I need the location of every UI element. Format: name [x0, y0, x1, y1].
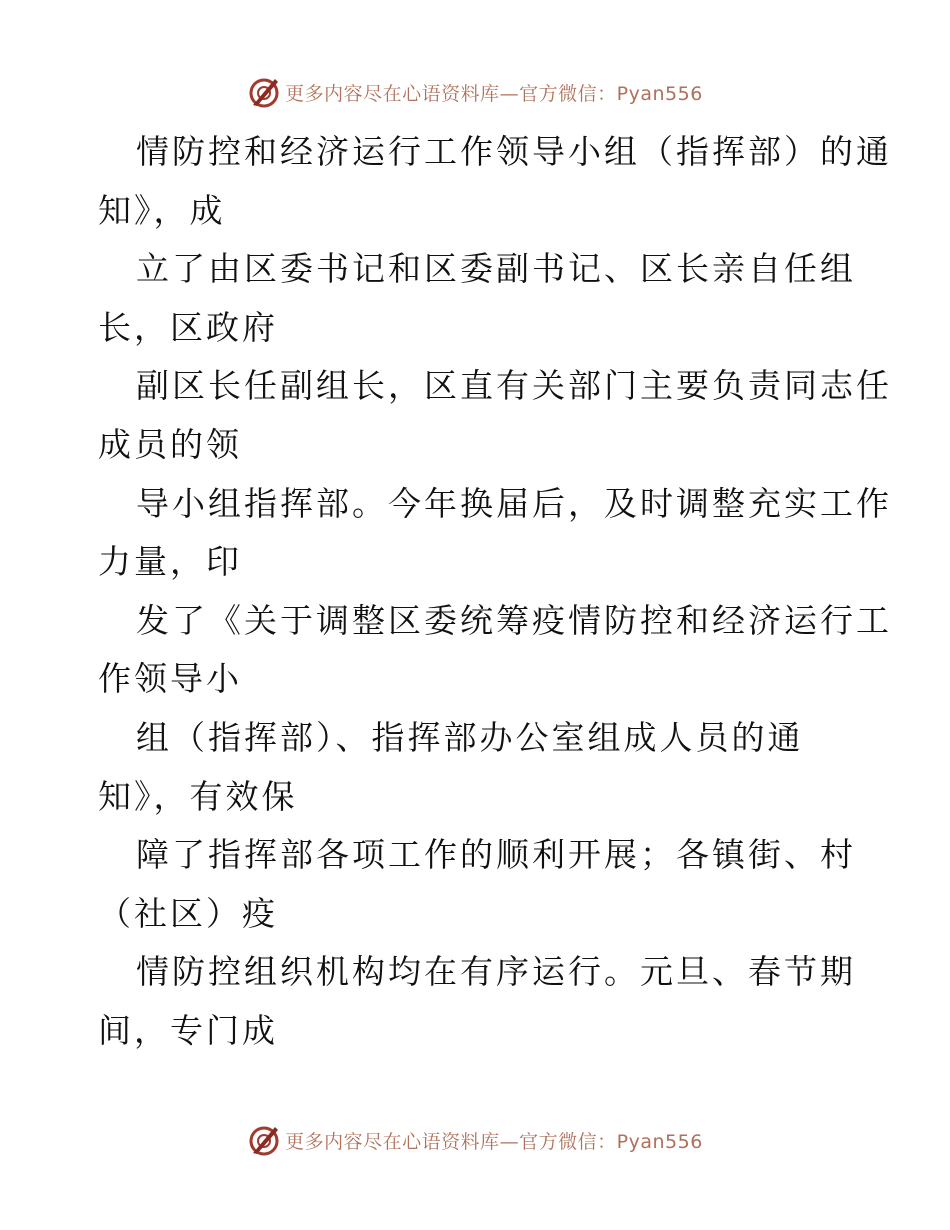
footer-watermark-text: [285, 1127, 703, 1154]
body-line: 作领导小: [98, 659, 242, 699]
header-watermark: [0, 72, 950, 112]
body-line: （社区）疫: [98, 893, 278, 933]
body-line: 障了指挥部各项工作的顺利开展；各镇街、村: [136, 835, 856, 875]
body-line: 情防控组织机构均在有序运行。元旦、春节期: [136, 952, 856, 992]
body-line: 知》，有效保: [98, 776, 298, 816]
footer-site-name: 更多内容尽在心语资料库—: [285, 1130, 520, 1153]
body-line: 副区长任副组长，区直有关部门主要负责同志任: [136, 366, 892, 406]
body-line: 导小组指挥部。今年换届后，及时调整充实工作: [136, 483, 892, 523]
body-line: 情防控和经济运行工作领导小组（指挥部）的通: [136, 132, 892, 171]
body-line: 发了《关于调整区委统筹疫情防控和经济运行工: [136, 600, 892, 640]
body-line: 长，区政府: [98, 307, 278, 347]
body-line: 间，专门成: [98, 1010, 278, 1050]
body-line: 力量，印: [98, 542, 242, 582]
header-watermark-text: [285, 79, 703, 106]
document-body: [98, 123, 892, 1061]
body-line: 成员的领: [98, 424, 242, 464]
footer-wechat-id: 官方微信：Pyan556: [519, 1130, 703, 1153]
quill-logo-icon: [247, 75, 281, 109]
header-wechat-id: 官方微信：Pyan556: [519, 82, 703, 105]
body-line: 知》，成: [98, 190, 226, 230]
body-line: 立了由区委书记和区委副书记、区长亲自任组: [136, 249, 856, 289]
quill-logo-icon: [247, 1123, 281, 1157]
footer-watermark: [0, 1120, 950, 1160]
header-site-name: 更多内容尽在心语资料库—: [285, 82, 520, 105]
body-line: 组（指挥部）、指挥部办公室组成人员的通: [136, 717, 804, 757]
